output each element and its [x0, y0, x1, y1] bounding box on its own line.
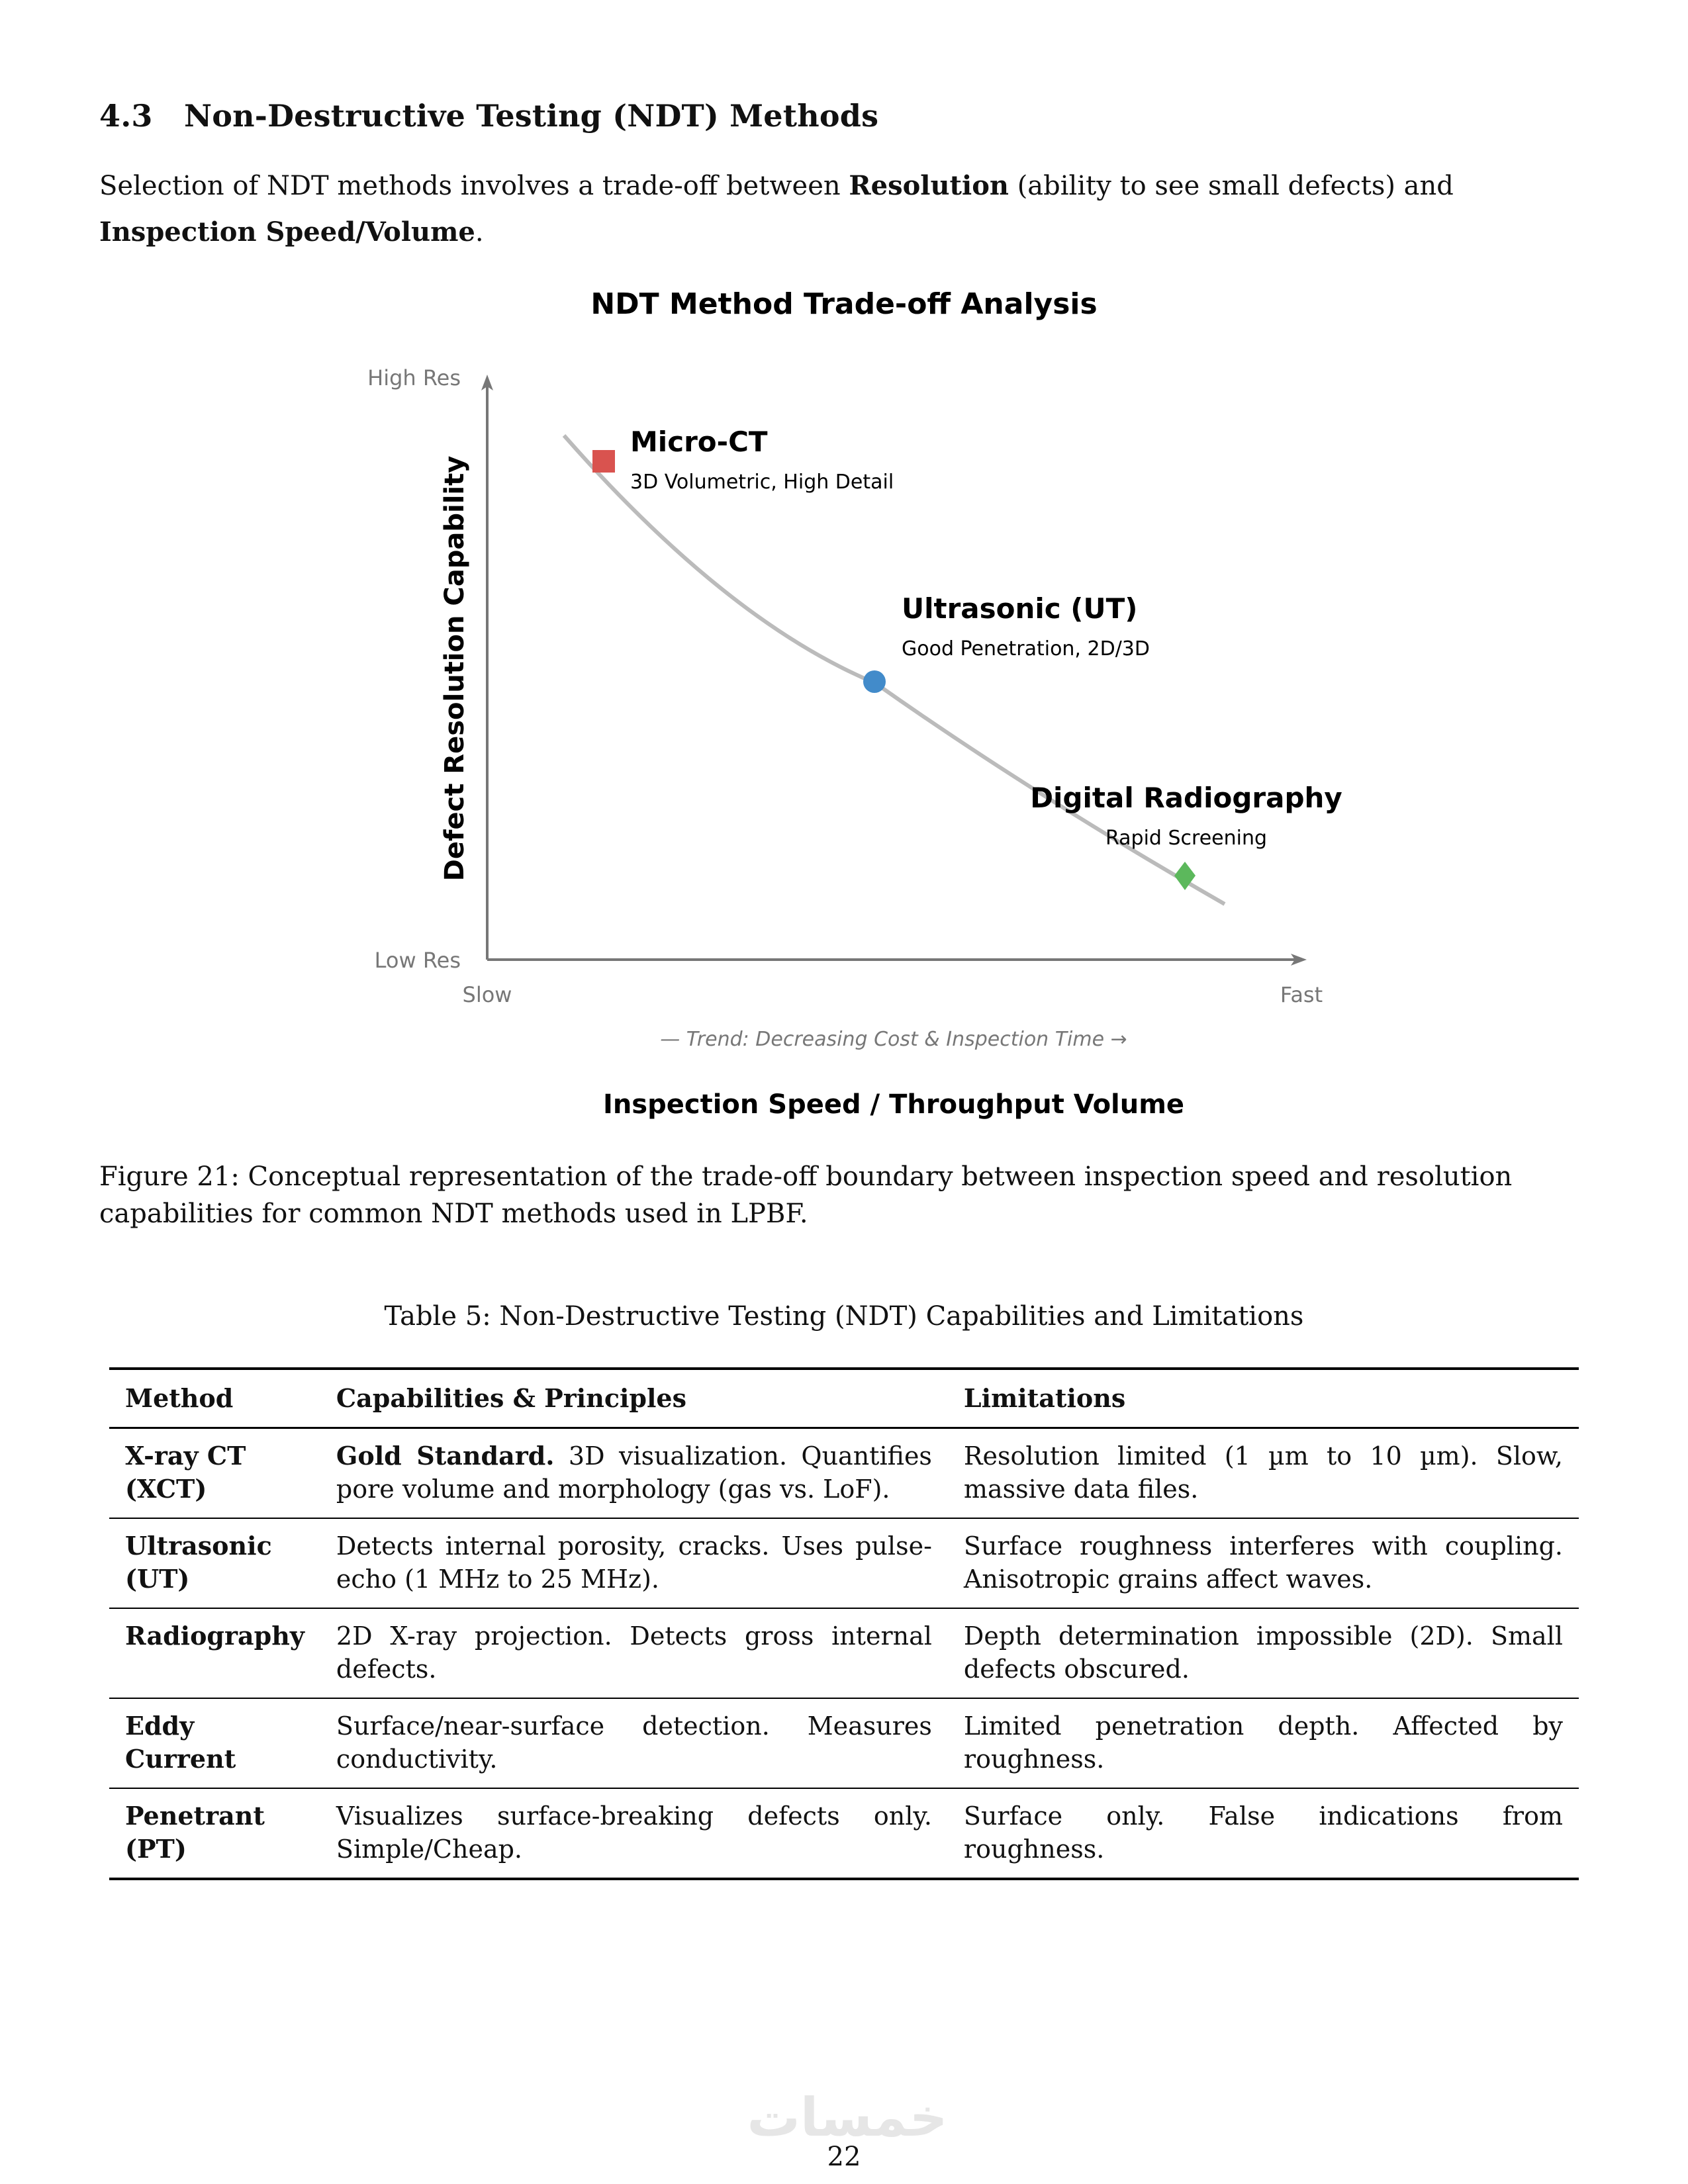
capabilities-bold: Gold Standard.: [336, 1441, 555, 1471]
intro-paragraph: [99, 163, 1589, 255]
watermark-logo: خمسات: [747, 2087, 948, 2148]
limitations-cell: Surface roughness interferes with coupling. Anisotropic grains affect waves.: [963, 1531, 1563, 1594]
section-title: Non-Destructive Testing (NDT) Methods: [184, 98, 879, 134]
radiography-label: Digital Radiography: [1030, 782, 1342, 814]
trend-annotation: — Trend: Decreasing Cost & Inspection Time →: [660, 1028, 1127, 1051]
intro-bold-speed: Inspection Speed/Volume: [99, 216, 475, 248]
capabilities-text: 3D visualization. Quantifies pore volume and morphology (gas vs. LoF).: [336, 1441, 932, 1504]
axes: [481, 375, 1307, 966]
y-tick-low: Low Res: [374, 948, 461, 973]
x-axis-label: Inspection Speed / Throughput Volume: [602, 1089, 1185, 1120]
figure-caption: Figure 21: Conceptual representation of the trade-off boundary between inspection speed and resolution capabilities for common NDT methods used in LPBF.: [99, 1161, 1513, 1229]
table-row: [109, 1608, 1579, 1698]
chart-title: NDT Method Trade-off Analysis: [590, 287, 1098, 321]
table-row: [109, 1518, 1579, 1608]
capabilities-cell: Detects internal porosity, cracks. Uses pulse-echo (1 MHz to 25 MHz).: [336, 1531, 932, 1594]
capabilities-cell: [320, 1428, 948, 1519]
y-tick-high: High Res: [367, 365, 461, 390]
capabilities-cell: Visualizes surface-breaking defects only. Simple/Cheap.: [336, 1801, 932, 1864]
method-cell: Eddy Current: [125, 1711, 236, 1774]
table-caption: Table 5: Non-Destructive Testing (NDT) Capabilities and Limitations: [384, 1301, 1304, 1332]
micro-ct-marker-square-icon: [592, 450, 615, 473]
ultrasonic-label: Ultrasonic (UT): [902, 592, 1138, 625]
method-cell: Radiography: [125, 1621, 305, 1651]
x-tick-slow: Slow: [462, 982, 512, 1007]
capabilities-cell: Surface/near-surface detection. Measures conductivity.: [336, 1711, 932, 1774]
table-row: [109, 1788, 1579, 1879]
capabilities-cell: 2D X-ray projection. Detects gross internal defects.: [336, 1621, 932, 1684]
y-axis-label: Defect Resolution Capability: [440, 455, 470, 882]
intro-bold-resolution: Resolution: [849, 170, 1009, 201]
limitations-cell: Limited penetration depth. Affected by roughness.: [963, 1711, 1563, 1774]
section-number: 4.3: [99, 98, 153, 134]
header-capabilities: Capabilities & Principles: [336, 1383, 686, 1413]
table-row: [109, 1698, 1579, 1788]
micro-ct-subtitle: 3D Volumetric, High Detail: [630, 471, 894, 494]
intro-text: .: [475, 217, 484, 248]
ultrasonic-subtitle: Good Penetration, 2D/3D: [902, 637, 1150, 660]
radiography-marker-diamond-icon: [1174, 862, 1196, 890]
trend-curve: [564, 435, 1225, 904]
intro-text: (ability to see small defects) and: [1008, 171, 1454, 201]
ndt-table: [109, 1367, 1579, 1880]
table-row: [109, 1428, 1579, 1519]
ultrasonic-marker-circle-icon: [863, 670, 886, 693]
section-heading: [99, 98, 878, 134]
header-method: Method: [125, 1383, 234, 1413]
method-cell: X-ray CT (XCT): [125, 1441, 246, 1504]
table-header-row: [109, 1369, 1579, 1428]
intro-text: Selection of NDT methods involves a trade-off between: [99, 171, 849, 201]
page-number: 22: [827, 2142, 861, 2172]
radiography-subtitle: Rapid Screening: [1105, 827, 1268, 850]
method-cell: Ultrasonic (UT): [125, 1531, 272, 1594]
limitations-cell: Surface only. False indications from roughness.: [963, 1801, 1563, 1864]
x-tick-fast: Fast: [1280, 982, 1323, 1007]
limitations-cell: Resolution limited (1 µm to 10 µm). Slow, massive data files.: [963, 1441, 1563, 1504]
limitations-cell: Depth determination impossible (2D). Small defects obscured.: [963, 1621, 1563, 1684]
micro-ct-label: Micro-CT: [630, 426, 768, 458]
method-cell: Penetrant (PT): [125, 1801, 265, 1864]
header-limitations: Limitations: [963, 1383, 1126, 1413]
